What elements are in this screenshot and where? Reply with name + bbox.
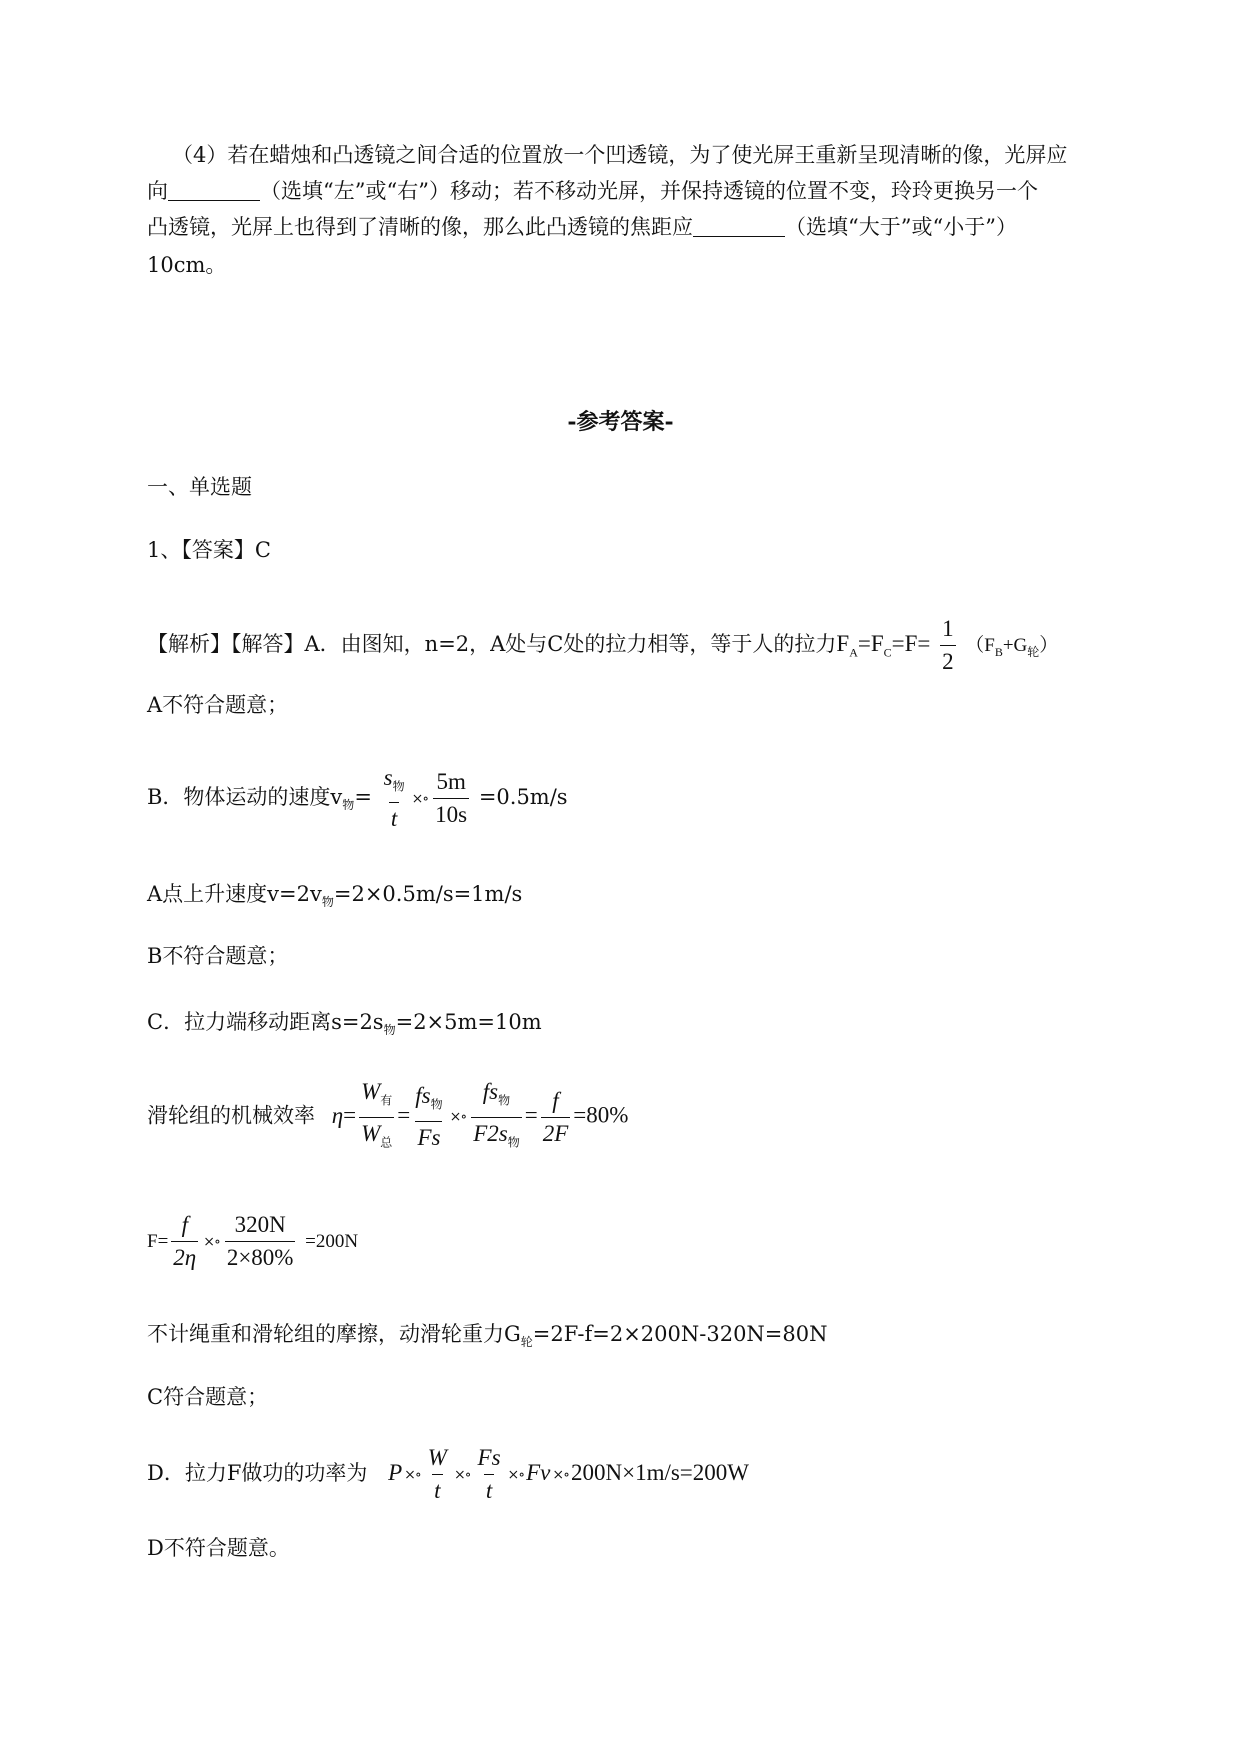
answer-blank-1[interactable] bbox=[168, 178, 260, 201]
fraction-s-over-t: $\frac{s_物}{t}$ bbox=[383, 764, 405, 832]
answer-blank-2[interactable] bbox=[693, 214, 785, 237]
fraction-320-over-160: $\frac{320N}{2\times 80\%}$ bbox=[226, 1212, 294, 1270]
a-speed: A点上升速度$v=2v_物=2\times 0.5m/s=1m/s$ bbox=[147, 882, 523, 910]
section-title: 一、单选题 bbox=[147, 475, 252, 499]
force-line: F= $\frac{f}{2\eta}$ ×∘ $\frac{320N}{2\times 80\%}$ =200N bbox=[147, 1212, 359, 1270]
fraction-fs-over-fs: $\frac{fs_物}{Fs}$ bbox=[415, 1083, 443, 1150]
fraction-fs-over-f2s: $\frac{fs_物}{F2s_物}$ bbox=[471, 1078, 522, 1156]
d-conclusion: D不符合题意。 bbox=[147, 1536, 290, 1560]
answer-1: 1、【答案】C bbox=[147, 538, 271, 562]
analysis-c: C．拉力端移动距离$s=2s_物=2\times 5m=10m$ bbox=[147, 1010, 542, 1038]
efficiency-line: 滑轮组的机械效率 η= $\frac{W_有}{W_总}$ = $\frac{fs_物}{Fs}$ ×∘ $\frac{fs_物}{F2s_物}$ = $\frac{f}{2F}$ =80% bbox=[147, 1078, 628, 1148]
fraction-half: $\frac{1}{2}$ bbox=[942, 616, 954, 674]
pulley-weight: 不计绳重和滑轮组的摩擦，动滑轮重力$G_轮=2F-f=2\times 200N-320N=80N$ bbox=[147, 1322, 828, 1350]
answer-heading: -参考答案- bbox=[567, 409, 674, 435]
fraction-w-over-t: $\frac{W}{t}$ bbox=[427, 1445, 447, 1503]
question4-line3: 凸透镜，光屏上也得到了清晰的像，那么此凸透镜的焦距应 （选填“大于”或“小于”） bbox=[147, 215, 1017, 239]
c-conclusion: C符合题意； bbox=[147, 1385, 269, 1409]
analysis-d: D．拉力F做功的功率为 P ×∘ $\frac{W}{t}$ ×∘ $\frac{Fs}{t}$ ×∘Fv ×∘200N×1m/s=200W bbox=[147, 1445, 749, 1503]
fraction-fs-over-t: $\frac{Fs}{t}$ bbox=[477, 1445, 501, 1503]
analysis-a: 【解析】【解答】A．由图知，n=2，A处与C处的拉力相等，等于人的拉力$F_A=F_C=F=$ $\frac{1}{2}$ $(F_B+G_轮)$ bbox=[147, 616, 1059, 674]
operator-mark: ×∘ bbox=[411, 790, 429, 807]
fraction-f-over-2f: $\frac{f}{2F}$ bbox=[542, 1087, 569, 1146]
question4-line1: （4）若在蜡烛和凸透镜之间合适的位置放一个凹透镜，为了使光屏王重新呈现清晰的像，光屏应 bbox=[172, 143, 1068, 167]
b-conclusion: B不符合题意； bbox=[147, 944, 289, 968]
fraction-w-ratio: $\frac{W_有}{W_总}$ bbox=[359, 1078, 394, 1156]
question4-line2: 向 （选填“左”或“右”）移动；若不移动光屏，并保持透镜的位置不变，玲玲更换另一个 bbox=[147, 179, 1038, 203]
fraction-f-over-2eta: $\frac{f}{2\eta}$ bbox=[173, 1212, 197, 1270]
fraction-5m-over-10s: $\frac{5m}{10s}$ bbox=[435, 769, 468, 827]
a-conclusion: A不符合题意； bbox=[147, 693, 289, 717]
question4-line4: 10cm。 bbox=[147, 253, 227, 277]
analysis-b: B．物体运动的速度$v_物=$ $\frac{s_物}{t}$ ×∘ $\frac{5m}{10s}$ =0.5m/s bbox=[147, 764, 568, 832]
